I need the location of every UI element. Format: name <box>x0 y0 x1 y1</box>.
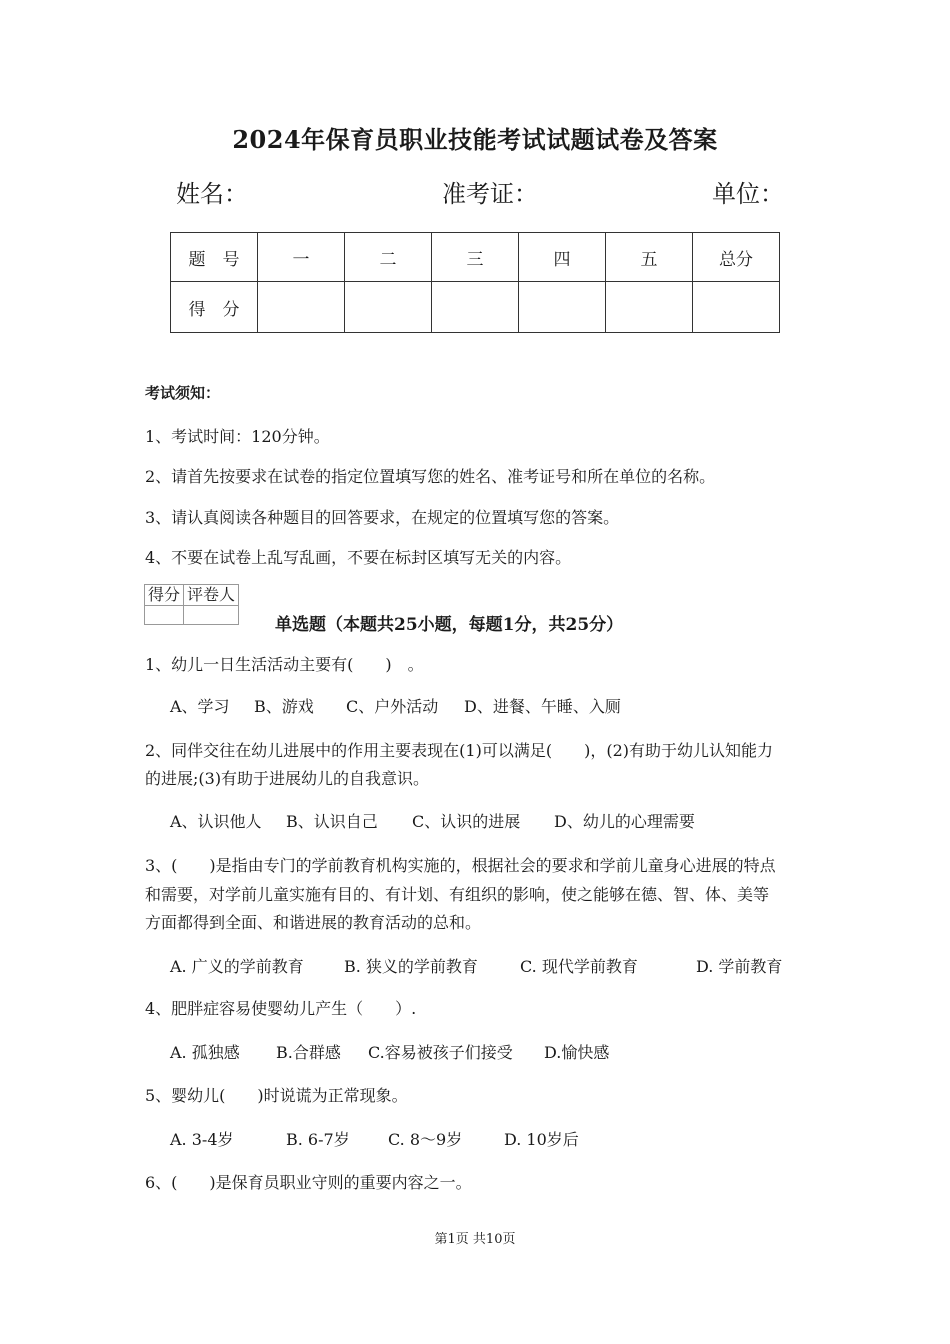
score-row-label: 得 分 <box>171 282 258 333</box>
option-d[interactable]: D.愉快感 <box>544 1043 610 1062</box>
score-cell[interactable] <box>345 282 432 333</box>
option-row <box>170 1127 579 1150</box>
exam-notes-heading: 考试须知： <box>145 384 221 402</box>
option-row <box>170 694 621 717</box>
score-cell[interactable] <box>519 282 606 333</box>
grader-name-cell[interactable] <box>184 606 239 625</box>
option-a[interactable]: A. 3-4岁 <box>170 1130 234 1149</box>
header-section-1: 一 <box>258 233 345 282</box>
option-b[interactable]: B.合群感 <box>276 1043 341 1062</box>
exam-note-item: 3、请认真阅读各种题目的回答要求，在规定的位置填写您的答案。 <box>145 508 620 527</box>
name-label: 姓名： <box>176 180 248 208</box>
question-text: 的进展;(3)有助于进展幼儿的自我意识。 <box>145 769 430 788</box>
option-b[interactable]: B. 狭义的学前教育 <box>344 957 478 976</box>
score-cell[interactable] <box>693 282 780 333</box>
option-b[interactable]: B、认识自己 <box>286 812 378 831</box>
option-b[interactable]: B. 6-7岁 <box>286 1130 350 1149</box>
question-text: 和需要，对学前儿童实施有目的、有计划、有组织的影响，使之能够在德、智、体、美等 <box>145 885 770 904</box>
option-row <box>170 1040 609 1063</box>
score-table-header-row <box>171 233 780 282</box>
option-c[interactable]: C. 8～9岁 <box>388 1130 463 1149</box>
score-cell[interactable] <box>432 282 519 333</box>
option-d[interactable]: D. 10岁后 <box>504 1130 579 1149</box>
option-b[interactable]: B、游戏 <box>254 697 314 716</box>
option-row <box>170 809 695 832</box>
section-heading: 单选题（本题共25小题，每题1分，共25分） <box>275 615 624 635</box>
unit-label: 单位： <box>712 180 784 208</box>
question-text: 方面都得到全面、和谐进展的教育活动的总和。 <box>145 913 482 932</box>
option-a[interactable]: A. 广义的学前教育 <box>170 957 304 976</box>
page-title: 2024年保育员职业技能考试试题试卷及答案 <box>232 125 718 154</box>
grader-box <box>144 584 239 625</box>
score-table <box>170 232 780 333</box>
score-cell[interactable] <box>258 282 345 333</box>
option-c[interactable]: C.容易被孩子们接受 <box>368 1043 513 1062</box>
question-text: 3、( )是指由专门的学前教育机构实施的，根据社会的要求和学前儿童身心进展的特点 <box>145 856 776 875</box>
question-text: 5、婴幼儿( )时说谎为正常现象。 <box>145 1086 408 1105</box>
question-text: 1、幼儿一日生活活动主要有( ) 。 <box>145 655 424 674</box>
question-text: 4、肥胖症容易使婴幼儿产生（ ）. <box>145 999 417 1018</box>
question-text: 2、同伴交往在幼儿进展中的作用主要表现在(1)可以满足( )，(2)有助于幼儿认知能力 <box>145 741 773 760</box>
option-d[interactable]: D、幼儿的心理需要 <box>554 812 695 831</box>
score-cell[interactable] <box>606 282 693 333</box>
question-text: 6、( )是保育员职业守则的重要内容之一。 <box>145 1173 472 1192</box>
option-c[interactable]: C、认识的进展 <box>412 812 521 831</box>
option-a[interactable]: A、学习 <box>170 697 230 716</box>
option-a[interactable]: A、认识他人 <box>170 812 262 831</box>
header-section-3: 三 <box>432 233 519 282</box>
exam-note-item: 1、考试时间：120分钟。 <box>145 427 330 446</box>
page-footer: 第1页 共10页 <box>434 1232 516 1247</box>
header-question-number: 题 号 <box>171 233 258 282</box>
exam-note-item: 4、不要在试卷上乱写乱画，不要在标封区填写无关的内容。 <box>145 548 572 567</box>
option-c[interactable]: C. 现代学前教育 <box>520 957 638 976</box>
option-c[interactable]: C、户外活动 <box>346 697 439 716</box>
header-total: 总分 <box>693 233 780 282</box>
ticket-number-label: 准考证： <box>442 180 538 208</box>
grader-score-label: 得分 <box>145 585 184 606</box>
grader-name-label: 评卷人 <box>184 585 239 606</box>
header-section-5: 五 <box>606 233 693 282</box>
grader-score-cell[interactable] <box>145 606 184 625</box>
option-row <box>170 954 782 977</box>
header-section-4: 四 <box>519 233 606 282</box>
option-d[interactable]: D、进餐、午睡、入厕 <box>464 697 621 716</box>
header-section-2: 二 <box>345 233 432 282</box>
option-a[interactable]: A. 孤独感 <box>170 1043 240 1062</box>
option-d[interactable]: D. 学前教育 <box>696 957 783 976</box>
score-table-score-row <box>171 282 780 333</box>
exam-note-item: 2、请首先按要求在试卷的指定位置填写您的姓名、准考证号和所在单位的名称。 <box>145 467 716 486</box>
